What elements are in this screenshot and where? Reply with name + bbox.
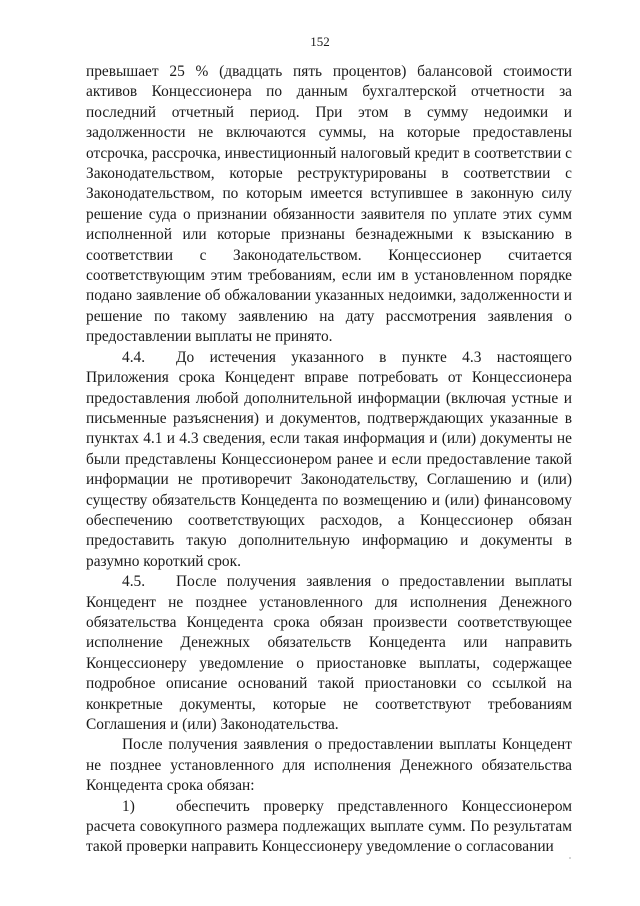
paragraph-text: превышает 25 % (двадцать пять процентов) балансовой стоимости активов Концессионера по данным бухгалтерской отчетности за последний отчетный период. При этом в сумму недоимки и задолженности не включаются суммы, на которые предоставлены отсрочка, рассрочка, инвестиционный налоговый кредит в соответствии с Законодательством, которые реструктурированы в соответствии с Законодательством, по которым имеется вступившее в законную силу решение суда о признании обязанности заявителя по уплате этих сумм исполненной или которые признаны безнадежными к взысканию в соответствии с Законодательством. Концессионер считается соответствующим этим требованиям, если им в установленном порядке подано заявление об обжаловании указанных недоимки, задолженности и решение по такому заявлению на дату рассмотрения заявления о предоставлении выплаты не принято.	[86, 63, 572, 346]
paragraph-text: После получения заявления о предоставлении выплаты Концедент не позднее установленного для исполнения Денежного обязательства Концедента срока обязан:	[86, 736, 572, 795]
paragraph-text: До истечения указанного в пункте 4.3 настоящего Приложения срока Концедент вправе потребовать от Концессионера предоставления любой дополнительной информации (включая устные и письменные разъяснения) и документов, подтверждающих указанные в пунктах 4.1 и 4.3 сведения, если такая информация и (или) документы не были представлены Концессионером ранее и если предоставление такой информации не противоречит Законодательству, Соглашению и (или) существу обязательств Концедента по возмещению и (или) финансовому обеспечению соответствующих расходов, а Концессионер обязан предоставить такую дополнительную информацию и документы в разумно короткий срок.	[86, 348, 572, 570]
paragraph-text: После получения заявления о предоставлении выплаты Концедент не позднее установленного для исполнения Денежного обязательства Концедента срока обязан произвести соответствующее исполнение Денежных обязательств Концедента или направить Концессионеру уведомление о приостановке выплаты, содержащее подробное описание оснований такой приостановки со ссылкой на конкретные документы, которые не соответствуют требованиям Соглашения и (или) Законодательства.	[86, 573, 572, 733]
list-item-1	[86, 797, 572, 858]
scan-artifact	[569, 857, 571, 859]
document-body	[86, 62, 572, 858]
page-number: 152	[310, 34, 330, 49]
paragraph-text: обеспечить проверку представленного Концессионером расчета совокупного размера подлежащих выплате сумм. По результатам такой проверки направить Концессионеру уведомление о согласовании	[86, 797, 572, 856]
paragraph-obligations-intro	[86, 735, 572, 796]
paragraph-4-4	[86, 348, 572, 572]
paragraph-4-5	[86, 572, 572, 735]
clause-number: 4.4.	[122, 348, 146, 366]
paragraph-continuation	[86, 62, 572, 348]
list-item-number: 1)	[122, 797, 135, 815]
clause-number: 4.5.	[122, 573, 146, 591]
